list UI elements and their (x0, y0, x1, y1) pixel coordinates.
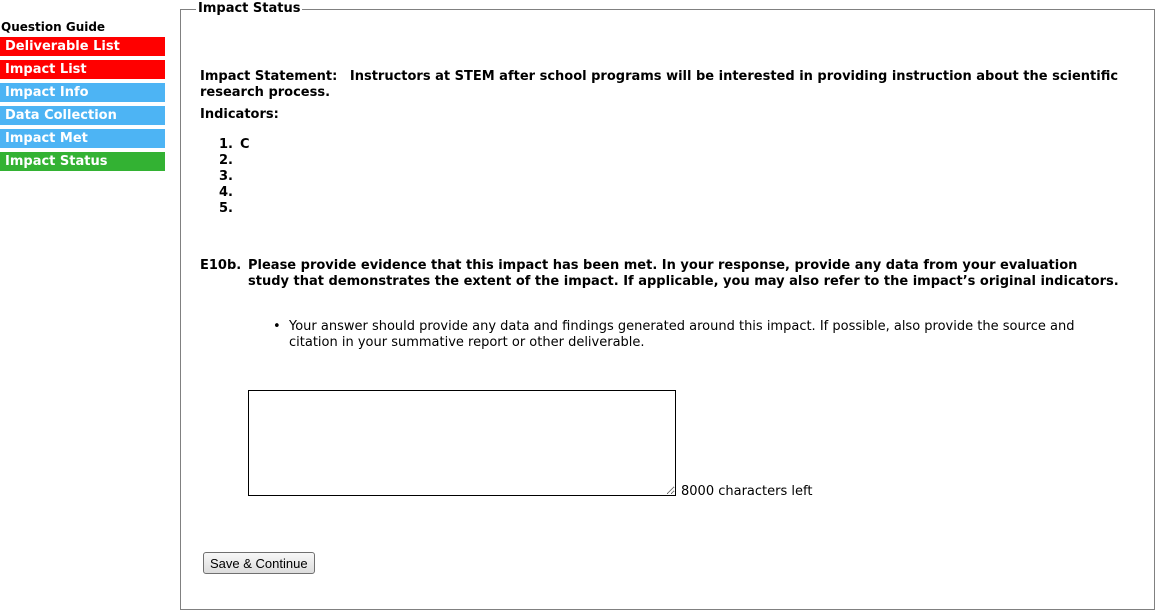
indicator-item (219, 137, 250, 153)
fieldset-legend: Impact Status (198, 1, 301, 16)
question-number: E10b. (200, 258, 242, 273)
impact-statement (200, 69, 1130, 101)
nav-impact-list[interactable]: Impact List (0, 60, 165, 79)
indicator-number: 5. (219, 201, 233, 216)
bullet-icon: • (273, 319, 281, 334)
indicators-label: Indicators: (200, 107, 279, 122)
indicators-list (219, 137, 250, 217)
nav-deliverable-list[interactable]: Deliverable List (0, 37, 165, 56)
nav-impact-info[interactable]: Impact Info (0, 83, 165, 102)
indicator-number: 4. (219, 185, 233, 200)
answer-hint (273, 319, 1103, 351)
question-e10b (200, 258, 1120, 290)
impact-status-fieldset (180, 1, 1155, 610)
evidence-textarea[interactable] (248, 390, 676, 496)
indicator-text: C (240, 137, 250, 152)
indicator-number: 1. (219, 137, 233, 152)
question-guide-sidebar (0, 20, 165, 171)
indicator-item (219, 169, 250, 185)
save-continue-button[interactable]: Save & Continue (203, 552, 315, 574)
hint-text: Your answer should provide any data and findings generated around this impact. If possible, also provide the source and citation in your summative report or other deliverable. (289, 319, 1075, 350)
indicator-item (219, 185, 250, 201)
nav-data-collection[interactable]: Data Collection (0, 106, 165, 125)
indicator-item (219, 153, 250, 169)
question-text: Please provide evidence that this impact has been met. In your response, provide any data from your evaluation study that demonstrates the extent of the impact. If applicable, you may also refer to the impact’s original indicators. (248, 258, 1119, 289)
indicator-number: 3. (219, 169, 233, 184)
impact-statement-label: Impact Statement: (200, 69, 338, 84)
indicator-item (219, 201, 250, 217)
nav-impact-met[interactable]: Impact Met (0, 129, 165, 148)
impact-statement-text: Instructors at STEM after school programs will be interested in providing instruction about the scientific research process. (200, 69, 1119, 100)
nav-impact-status[interactable]: Impact Status (0, 152, 165, 171)
indicator-number: 2. (219, 153, 233, 168)
question-guide-title: Question Guide (1, 20, 106, 34)
characters-left-counter: 8000 characters left (681, 484, 813, 499)
